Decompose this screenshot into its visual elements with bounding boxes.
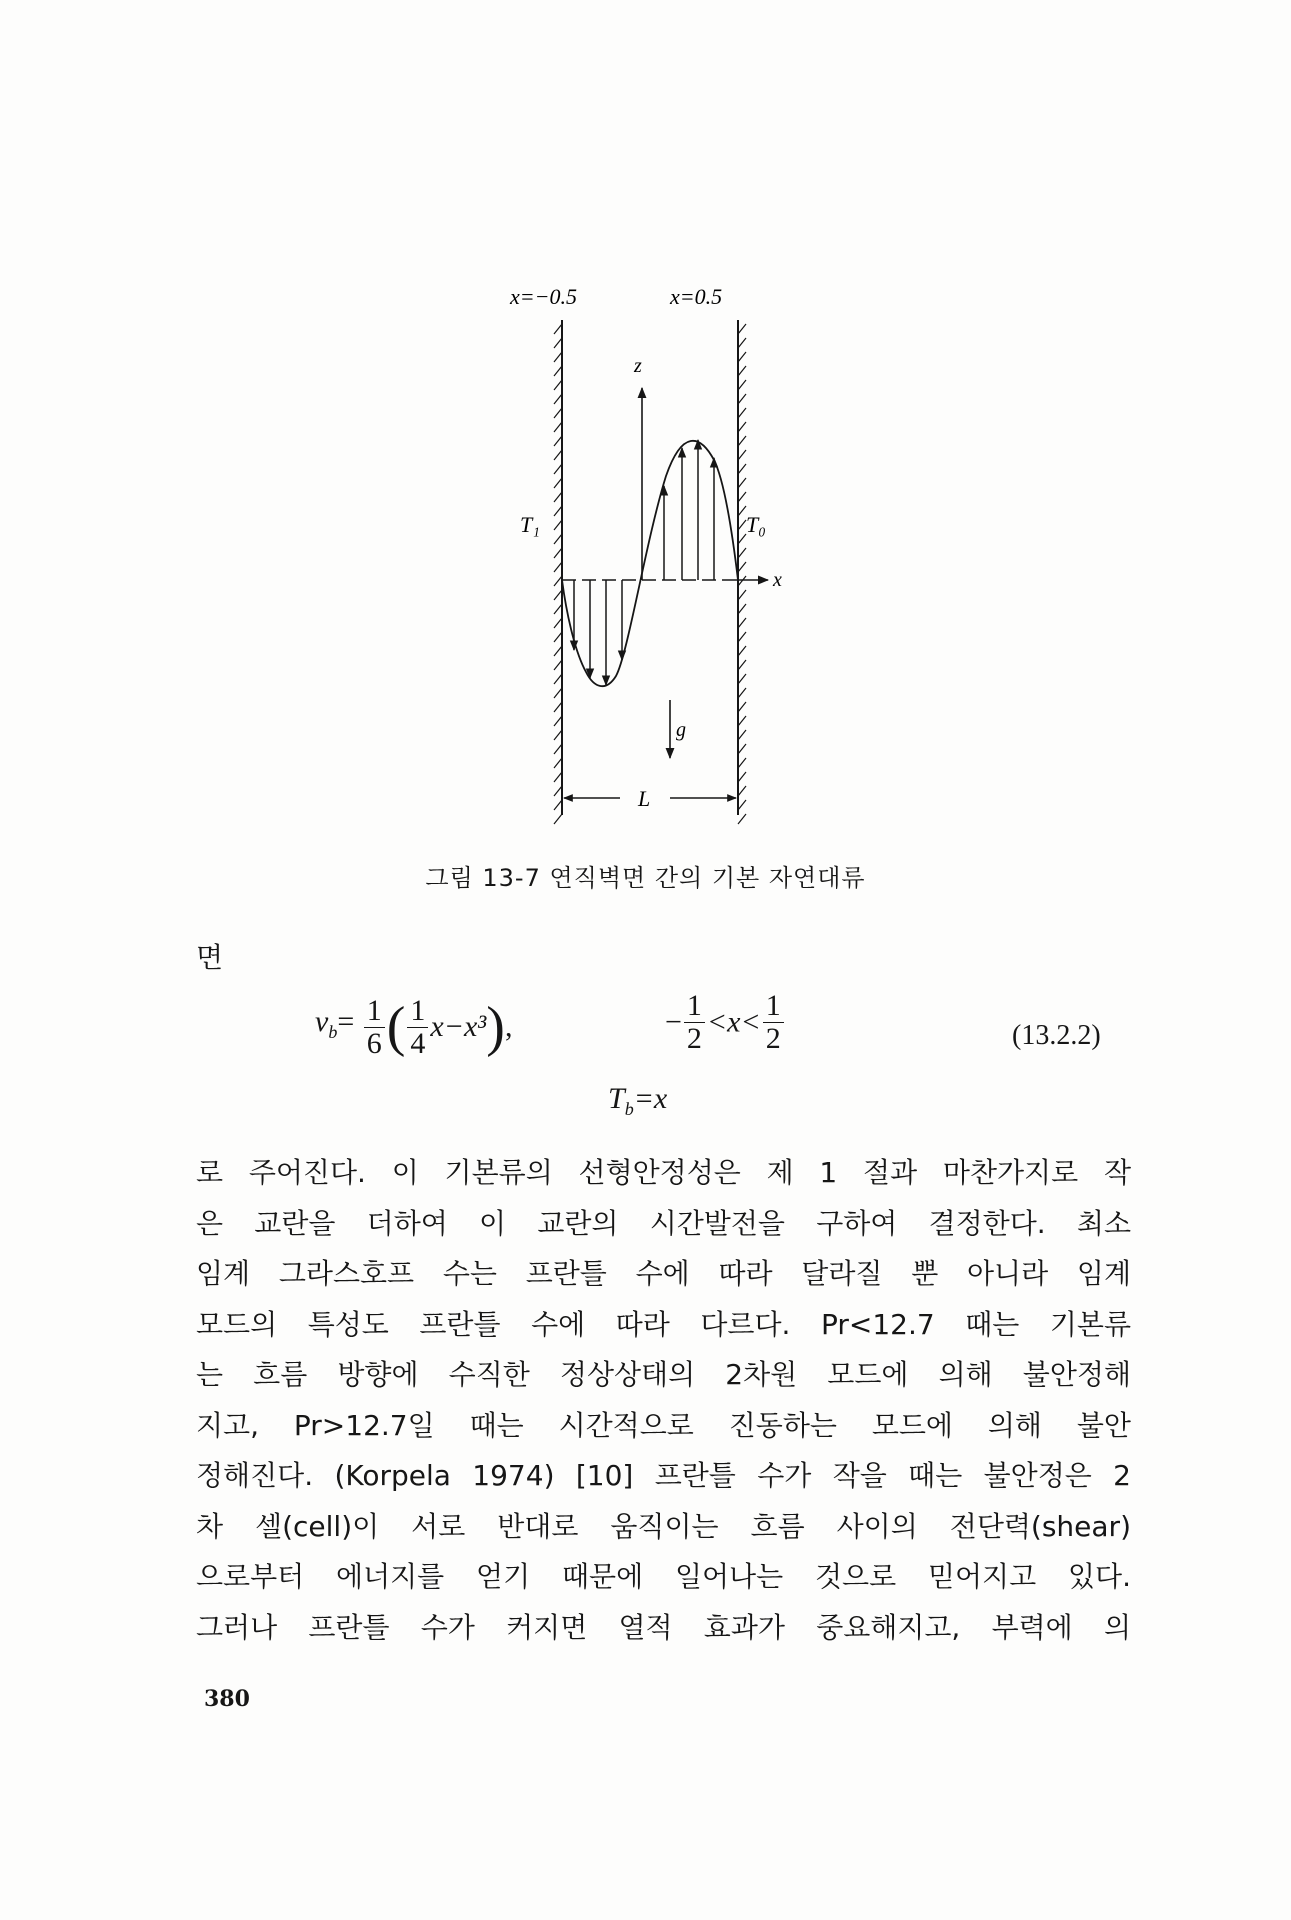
hatch-mark: [738, 366, 746, 376]
hatch-mark: [738, 590, 746, 600]
hatch-mark: [554, 688, 562, 698]
hatch-mark: [554, 730, 562, 740]
hatch-mark: [738, 772, 746, 782]
page-number: 380: [204, 1686, 250, 1712]
hatch-mark: [554, 548, 562, 558]
hatch-mark: [738, 352, 746, 362]
tb-lhs-sub: b: [624, 1099, 634, 1119]
hatch-mark: [554, 590, 562, 600]
hatch-mark: [554, 436, 562, 446]
t0-label: T₀: [746, 512, 766, 537]
eq-lhs: v: [315, 1005, 329, 1038]
body-paragraph: [196, 1148, 1131, 1653]
right-wall-hatching: [738, 324, 746, 824]
hatch-mark: [554, 394, 562, 404]
hatch-mark: [554, 618, 562, 628]
hatch-mark: [738, 786, 746, 796]
hatch-mark: [738, 814, 746, 824]
hatch-mark: [738, 506, 746, 516]
body-line: 로 주어진다. 이 기본류의 선형안정성은 제 1 절과 마찬가지로 작: [196, 1156, 1131, 1189]
hatch-mark: [554, 604, 562, 614]
hatch-mark: [554, 646, 562, 656]
gravity-label: g: [676, 719, 686, 741]
hatch-mark: [738, 688, 746, 698]
range-frac1-den: 2: [686, 1022, 702, 1055]
range-frac1-num: 1: [684, 990, 705, 1023]
hatch-mark: [738, 604, 746, 614]
hatch-mark: [554, 632, 562, 642]
hatch-mark: [738, 422, 746, 432]
body-line: 그러나 프란틀 수가 커지면 열적 효과가 중요해지고, 부력에 의: [196, 1610, 1131, 1644]
body-line: 는 흐름 방향에 수직한 정상상태의 2차원 모드에 의해 불안정해: [196, 1358, 1131, 1391]
hatch-mark: [554, 534, 562, 544]
hatch-mark: [738, 548, 746, 558]
z-axis-label: z: [634, 355, 642, 377]
hatch-mark: [554, 380, 562, 390]
hatch-mark: [554, 772, 562, 782]
hatch-mark: [554, 464, 562, 474]
figure-caption: 그림 13-7 연직벽면 간의 기본 자연대류: [425, 864, 866, 892]
t1-label: T₁: [520, 512, 540, 537]
eq-comma: ,: [504, 1010, 513, 1043]
hatch-mark: [738, 618, 746, 628]
hatch-mark: [738, 646, 746, 656]
hatch-mark: [554, 408, 562, 418]
hatch-mark: [554, 758, 562, 768]
hatch-mark: [554, 520, 562, 530]
range-frac-right: [763, 990, 784, 1055]
hatch-mark: [738, 380, 746, 390]
tb-lhs: T: [608, 1082, 625, 1115]
hatch-mark: [738, 660, 746, 670]
hatch-mark: [738, 702, 746, 712]
hatch-mark: [554, 338, 562, 348]
hatch-mark: [554, 324, 562, 334]
hatch-mark: [738, 562, 746, 572]
eq-inner: x−x³: [430, 1010, 487, 1043]
hatch-mark: [738, 744, 746, 754]
right-wall-label: x=0.5: [670, 284, 723, 309]
hatch-mark: [554, 478, 562, 488]
hatch-mark: [554, 660, 562, 670]
body-line: 은 교란을 더하여 이 교란의 시간발전을 구하여 결정한다. 최소: [196, 1206, 1131, 1240]
hatch-mark: [738, 478, 746, 488]
hatch-mark: [738, 436, 746, 446]
body-line: 정해진다. (Korpela 1974) [10] 프란틀 수가 작을 때는 불안정은 2: [196, 1459, 1131, 1492]
body-line: 모드의 특성도 프란틀 수에 따라 다르다. Pr<12.7 때는 기본류: [196, 1307, 1131, 1341]
x-axis-label: x: [773, 569, 782, 591]
hatch-mark: [738, 632, 746, 642]
hatch-mark: [554, 576, 562, 586]
eq-frac1-num: 1: [364, 995, 385, 1028]
equation-number: (13.2.2): [1012, 1020, 1101, 1051]
eq-equals: =: [337, 1005, 355, 1038]
eq-frac2-den: 4: [410, 1026, 426, 1060]
eq-lhs-sub: b: [328, 1022, 338, 1042]
hatch-mark: [554, 786, 562, 796]
range-frac2-den: 2: [765, 1022, 781, 1055]
tb-rhs: =x: [633, 1082, 668, 1115]
hatch-mark: [554, 702, 562, 712]
range-frac-left: [684, 990, 705, 1055]
eq-frac2-num: 1: [407, 995, 428, 1028]
hatch-mark: [738, 338, 746, 348]
hatch-mark: [738, 800, 746, 810]
hatch-mark: [554, 744, 562, 754]
hatch-mark: [554, 674, 562, 684]
convection-diagram: [470, 280, 830, 830]
eq-frac1-den: 6: [366, 1026, 382, 1060]
hatch-mark: [738, 716, 746, 726]
left-wall-label: x=−0.5: [510, 284, 577, 309]
eq-frac-1-6: [364, 995, 385, 1060]
hatch-mark: [554, 562, 562, 572]
eq-frac-1-4: [407, 995, 428, 1060]
hatch-mark: [554, 352, 562, 362]
hatch-mark: [738, 394, 746, 404]
hatch-mark: [738, 492, 746, 502]
range-middle: <x<: [706, 1005, 761, 1039]
hatch-mark: [738, 450, 746, 460]
body-line: 지고, Pr>12.7일 때는 시간적으로 진동하는 모드에 의해 불안: [196, 1408, 1131, 1442]
hatch-mark: [554, 422, 562, 432]
range-minus: −: [665, 1005, 682, 1039]
hatch-mark: [554, 492, 562, 502]
hatch-mark: [738, 464, 746, 474]
velocity-profile-curve: [562, 441, 738, 686]
hatch-mark: [738, 324, 746, 334]
hatch-mark: [554, 366, 562, 376]
hatch-mark: [554, 506, 562, 516]
hatch-mark: [738, 520, 746, 530]
convection-figure: [470, 280, 830, 830]
body-line: 으로부터 에너지를 얻기 때문에 일어나는 것으로 믿어지고 있다.: [196, 1560, 1131, 1593]
left-wall-hatching: [554, 324, 562, 824]
hatch-mark: [738, 576, 746, 586]
hatch-mark: [738, 408, 746, 418]
width-label: L: [638, 786, 651, 811]
hatch-mark: [738, 534, 746, 544]
hatch-mark: [738, 758, 746, 768]
body-line: 차 셀(cell)이 서로 반대로 움직이는 흐름 사이의 전단력(shear): [196, 1509, 1131, 1543]
range-frac2-num: 1: [763, 990, 784, 1023]
hatch-mark: [738, 730, 746, 740]
hatch-mark: [554, 814, 562, 824]
hatch-mark: [554, 716, 562, 726]
hatch-mark: [738, 674, 746, 684]
hatch-mark: [554, 450, 562, 460]
body-line: 임계 그라스호프 수는 프란틀 수에 따라 달라질 뿐 아니라 임계: [196, 1257, 1131, 1290]
velocity-equation: $v_b=$ $\frac{1}{6}$ ( $\frac{1}{4}$ x−x³),: [315, 993, 513, 1060]
hatch-mark: [554, 800, 562, 810]
lead-word: 면: [196, 941, 224, 974]
temperature-equation: [608, 1082, 667, 1120]
range-condition: [665, 990, 786, 1055]
